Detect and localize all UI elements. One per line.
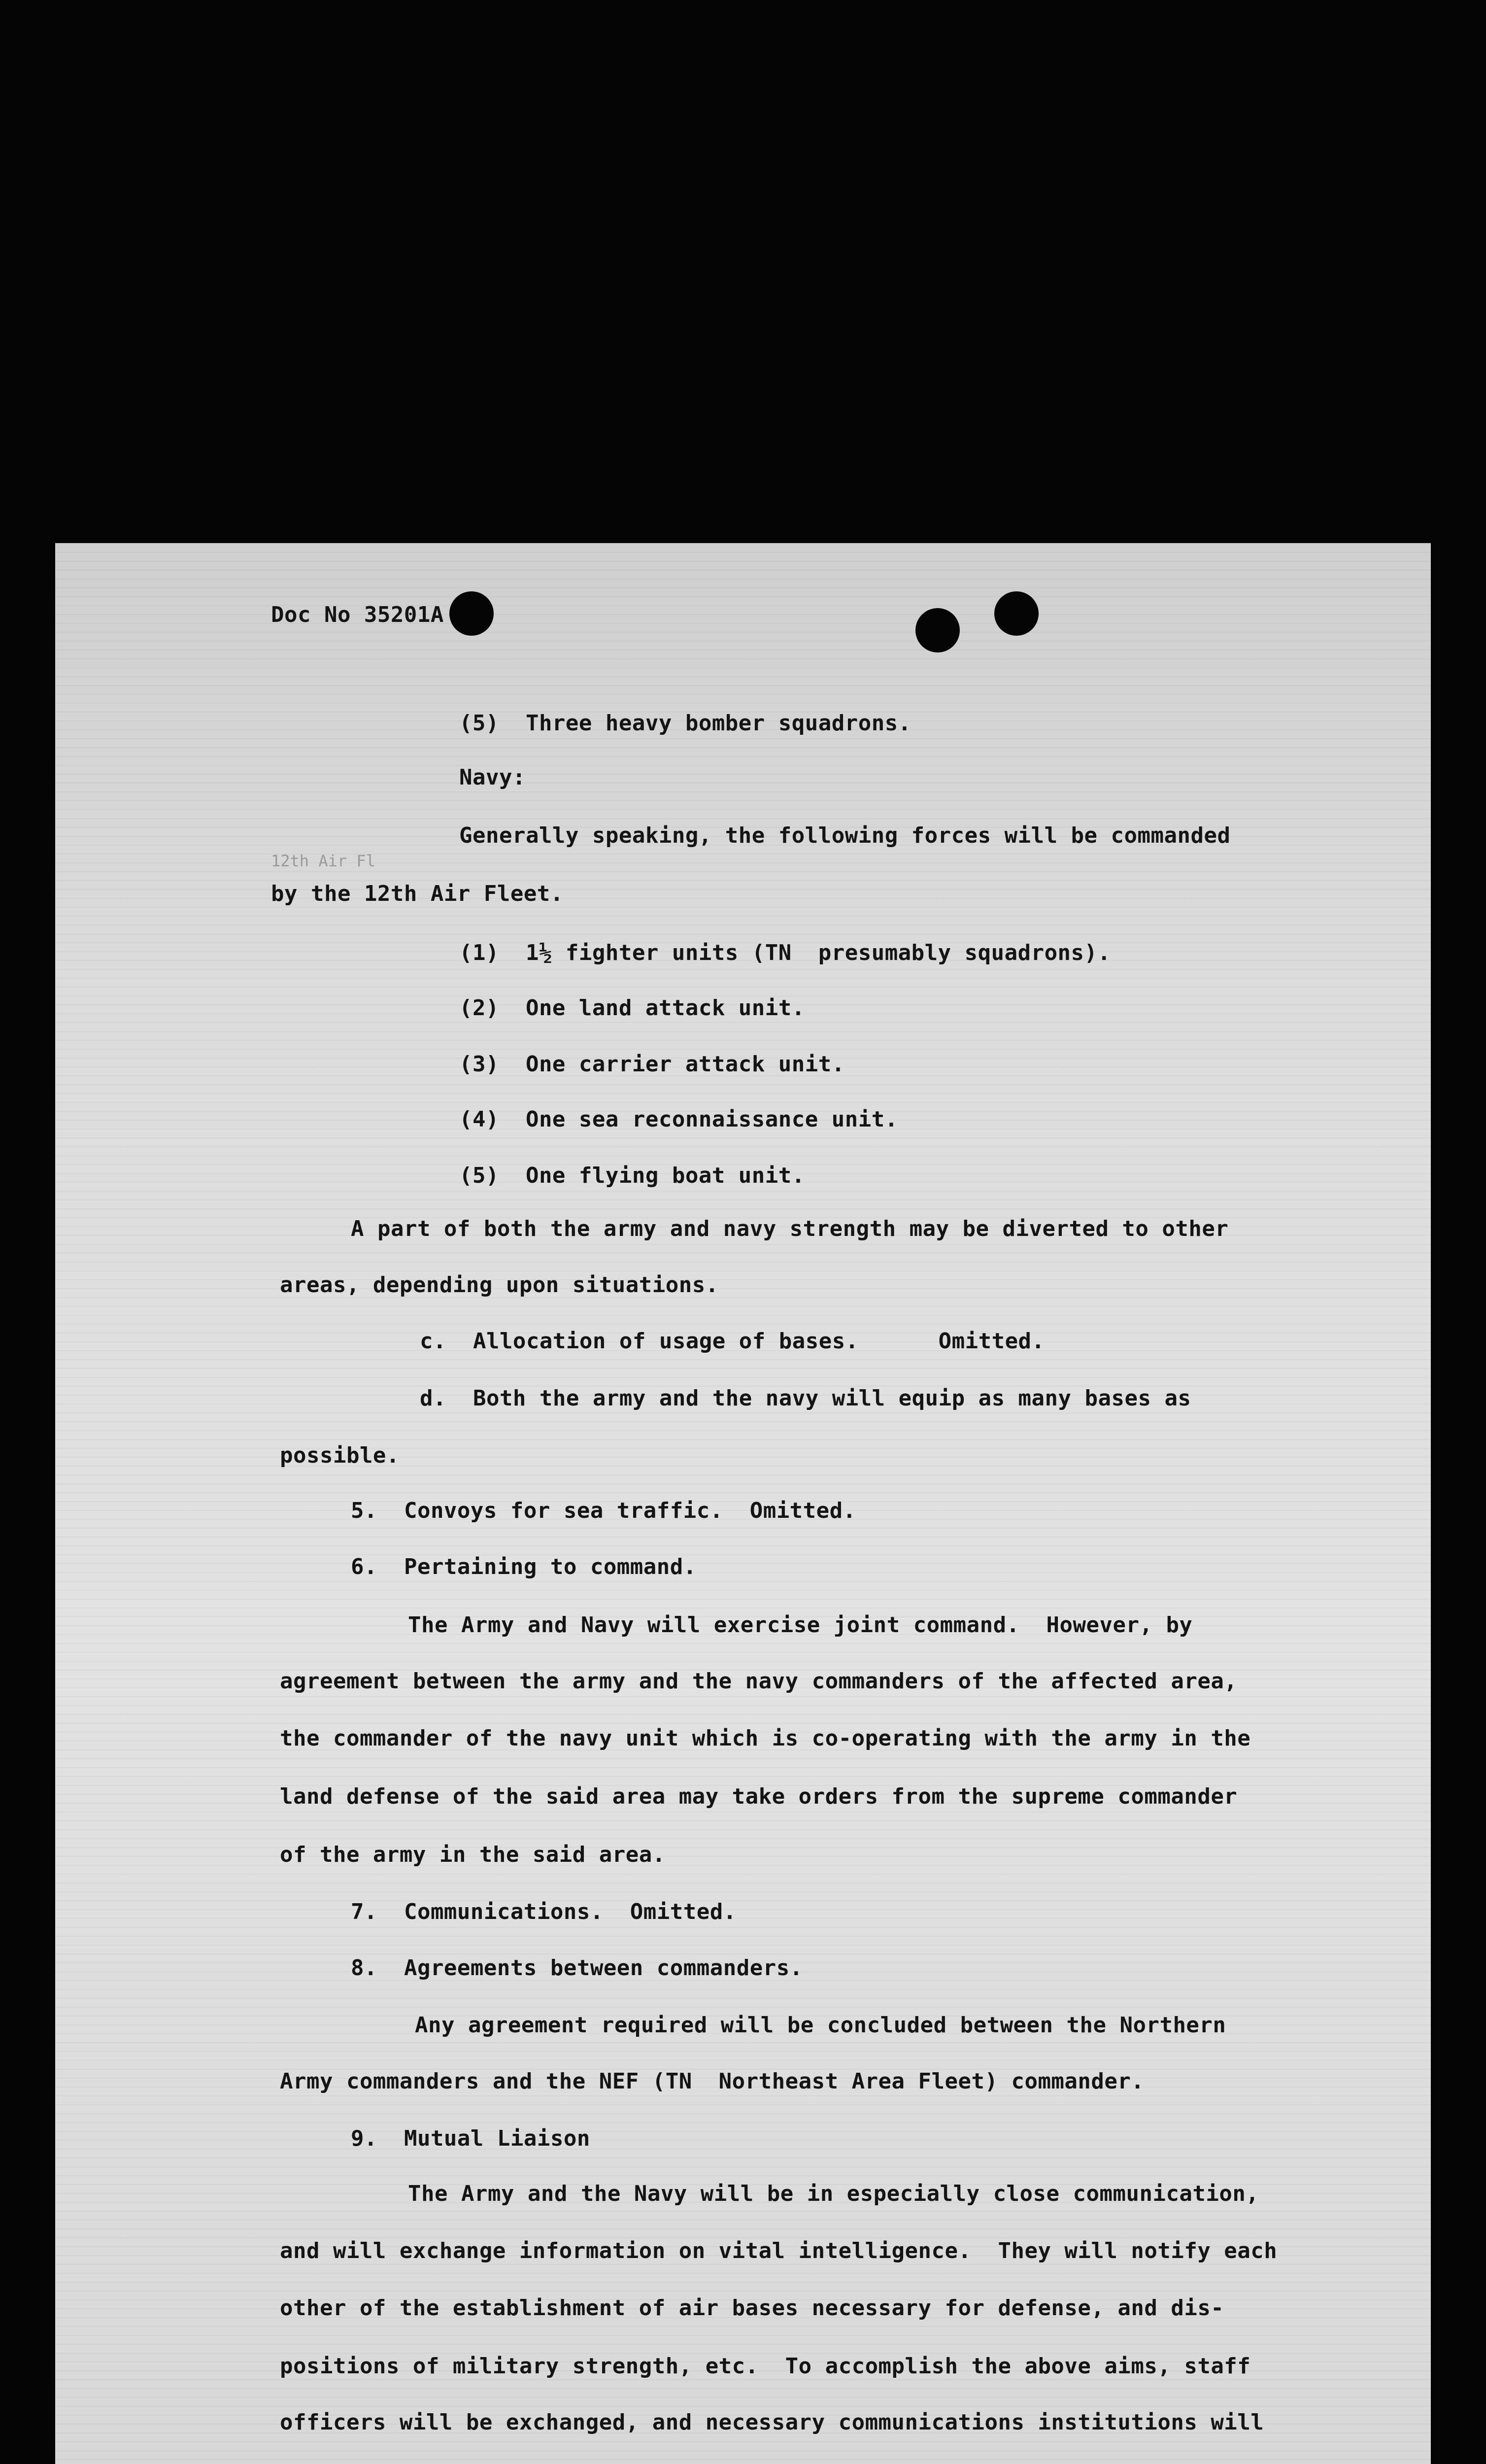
list-item: (5) One flying boat unit. xyxy=(459,1163,805,1188)
text-line: of the army in the said area. xyxy=(280,1842,666,1867)
list-item: (4) One sea reconnaissance unit. xyxy=(459,1107,898,1132)
text-line: The Army and the Navy will be in especially close communication, xyxy=(408,2181,1259,2206)
punch-hole xyxy=(449,591,494,636)
text-line: possible. xyxy=(280,1443,400,1468)
text-line: Any agreement required will be concluded between the Northern xyxy=(415,2013,1226,2038)
list-item: (1) 1½ fighter units (TN presumably squadrons). xyxy=(459,940,1111,965)
document-header: Doc No 35201A xyxy=(271,602,444,627)
section-heading: 8. Agreements between commanders. xyxy=(351,1955,803,1981)
text-line: areas, depending upon situations. xyxy=(280,1272,719,1298)
text-line: A part of both the army and navy strength may be diverted to other xyxy=(351,1216,1229,1241)
section-heading: 7. Communications. Omitted. xyxy=(351,1899,737,1924)
text-line: positions of military strength, etc. To accomplish the above aims, staff xyxy=(280,2354,1251,2379)
section-heading: 9. Mutual Liaison xyxy=(351,2126,590,2151)
faint-annotation: 12th Air Fl xyxy=(271,852,375,870)
list-item: (3) One carrier attack unit. xyxy=(459,1052,845,1077)
document-page xyxy=(55,543,1431,2464)
punch-hole xyxy=(915,608,960,652)
text-line: Generally speaking, the following forces will be commanded xyxy=(459,823,1231,848)
text-line: (5) Three heavy bomber squadrons. xyxy=(459,711,912,736)
section-heading: 6. Pertaining to command. xyxy=(351,1554,697,1579)
text-line: Army commanders and the NEF (TN Northeast Area Fleet) commander. xyxy=(280,2069,1145,2094)
text-line: agreement between the army and the navy commanders of the affected area, xyxy=(280,1669,1238,1694)
text-line: the commander of the navy unit which is co-operating with the army in the xyxy=(280,1726,1251,1751)
punch-hole xyxy=(994,591,1039,636)
text-line: Navy: xyxy=(459,765,526,790)
text-line: land defense of the said area may take orders from the supreme commander xyxy=(280,1784,1238,1809)
text-line: d. Both the army and the navy will equip as many bases as xyxy=(420,1386,1191,1411)
list-item: (2) One land attack unit. xyxy=(459,995,805,1021)
text-line: other of the establishment of air bases necessary for defense, and dis- xyxy=(280,2295,1224,2321)
text-line: by the 12th Air Fleet. xyxy=(271,881,564,906)
text-line: c. Allocation of usage of bases. Omitted. xyxy=(420,1329,1045,1354)
text-line: The Army and Navy will exercise joint command. However, by xyxy=(408,1612,1193,1638)
text-line: and will exchange information on vital intelligence. They will notify each xyxy=(280,2238,1278,2263)
section-heading: 5. Convoys for sea traffic. Omitted. xyxy=(351,1498,856,1523)
text-line: officers will be exchanged, and necessary communications institutions will xyxy=(280,2410,1264,2435)
